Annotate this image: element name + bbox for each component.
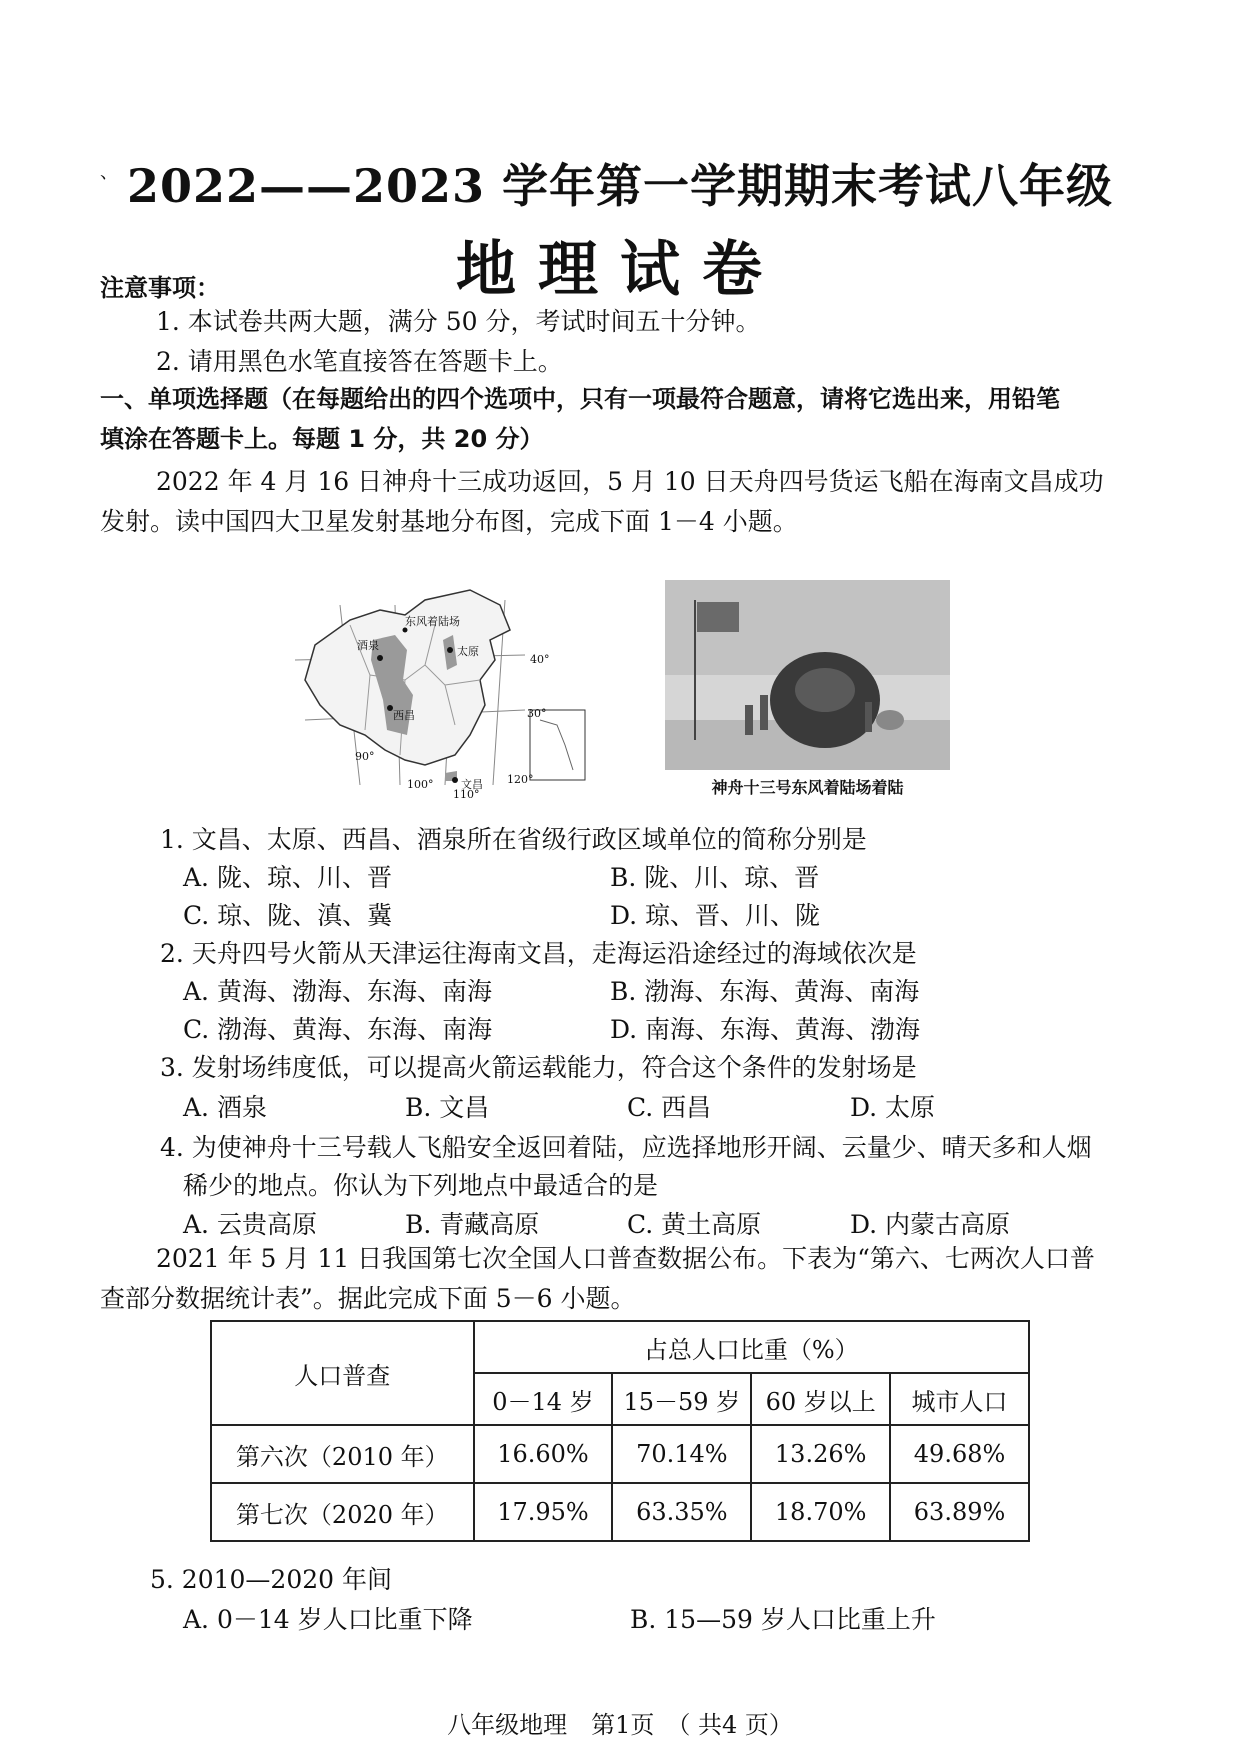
page-footer: 八年级地理 第1页 （ 共4 页）: [447, 1711, 793, 1739]
q1-option-a: A. 陇、琼、川、晋: [183, 863, 392, 892]
cell-2010-60plus: 13.26%: [751, 1425, 890, 1483]
census-table: [210, 1320, 1030, 1542]
q3-option-d: D. 太原: [850, 1093, 936, 1122]
label-lat40: 40°: [530, 653, 550, 666]
cell-2010-15-59: 70.14%: [612, 1425, 751, 1483]
exam-title: 2022——2023 学年第一学期期末考试八年级: [126, 159, 1114, 213]
photo-caption: 神舟十三号东风着陆场着陆: [711, 778, 904, 797]
q1-option-d: D. 琼、晋、川、陇: [610, 901, 821, 930]
landing-photo: [665, 580, 950, 800]
table-col-15-59: 15－59 岁: [612, 1373, 751, 1425]
question-4-stem-line2: 稀少的地点。你认为下列地点中最适合的是: [183, 1171, 659, 1200]
q4-option-a: A. 云贵高原: [183, 1210, 317, 1239]
q5-option-a: A. 0－14 岁人口比重下降: [183, 1605, 473, 1634]
label-lon110: 110°: [453, 788, 480, 801]
table-col-urban: 城市人口: [890, 1373, 1029, 1425]
table-row: [211, 1483, 1029, 1541]
q4-option-d: D. 内蒙古高原: [850, 1210, 1011, 1239]
q1-option-c: C. 琼、陇、滇、冀: [183, 901, 393, 930]
row-label-2010: 第六次（2010 年）: [211, 1425, 474, 1483]
section-heading-line1: 一、单项选择题（在每题给出的四个选项中，只有一项最符合题意，请将它选出来，用铅笔: [100, 385, 1060, 413]
table-row-header: 人口普查: [211, 1321, 474, 1425]
question-4-stem-line1: 4. 为使神舟十三号载人飞船安全返回着陆，应选择地形开阔、云量少、晴天多和人烟: [160, 1133, 1092, 1162]
q3-option-b: B. 文昌: [405, 1093, 490, 1122]
intro1-line2: 发射。读中国四大卫星发射基地分布图，完成下面 1－4 小题。: [100, 507, 798, 536]
cell-2020-60plus: 18.70%: [751, 1483, 890, 1541]
question-3-stem: 3. 发射场纬度低，可以提高火箭运载能力，符合这个条件的发射场是: [160, 1053, 917, 1082]
cell-2010-0-14: 16.60%: [474, 1425, 613, 1483]
cell-2020-0-14: 17.95%: [474, 1483, 613, 1541]
subject-title: 地理试卷: [456, 235, 784, 305]
q2-option-c: C. 渤海、黄海、东海、南海: [183, 1015, 493, 1044]
intro2-line2: 查部分数据统计表”。据此完成下面 5－6 小题。: [100, 1284, 636, 1313]
q5-option-b: B. 15—59 岁人口比重上升: [630, 1605, 936, 1634]
q2-option-d: D. 南海、东海、黄海、渤海: [610, 1015, 921, 1044]
q3-option-c: C. 西昌: [627, 1093, 712, 1122]
notice-heading: 注意事项：: [100, 274, 220, 302]
notice-item-2: 2. 请用黑色水笔直接答在答题卡上。: [156, 347, 563, 376]
table-col-60plus: 60 岁以上: [751, 1373, 890, 1425]
q2-option-a: A. 黄海、渤海、东海、南海: [183, 977, 492, 1006]
q2-option-b: B. 渤海、东海、黄海、南海: [610, 977, 920, 1006]
table-col-0-14: 0－14 岁: [474, 1373, 613, 1425]
label-lon100: 100°: [407, 778, 434, 791]
notice-item-1: 1. 本试卷共两大题，满分 50 分，考试时间五十分钟。: [156, 307, 761, 336]
row-label-2020: 第七次（2020 年）: [211, 1483, 474, 1541]
table-row: [211, 1425, 1029, 1483]
label-dongfeng: 东风着陆场: [405, 615, 460, 628]
cell-2010-urban: 49.68%: [890, 1425, 1029, 1483]
landing-photo-graphic: [665, 580, 950, 770]
section-heading-line2: 填涂在答题卡上。每题 1 分，共 20 分）: [100, 425, 544, 453]
q3-option-a: A. 酒泉: [183, 1093, 267, 1122]
q4-option-c: C. 黄土高原: [627, 1210, 762, 1239]
map-graphic: [295, 585, 655, 800]
table-group-header: 占总人口比重（%）: [474, 1321, 1029, 1373]
corner-mark: 、: [100, 162, 118, 183]
label-lon120: 120°: [507, 773, 534, 786]
q4-option-b: B. 青藏高原: [405, 1210, 540, 1239]
china-launch-map: [295, 585, 655, 800]
cell-2020-urban: 63.89%: [890, 1483, 1029, 1541]
cell-2020-15-59: 63.35%: [612, 1483, 751, 1541]
label-wenchang: 文昌: [461, 778, 483, 791]
label-lat30: 30°: [527, 707, 547, 720]
intro1-line1: 2022 年 4 月 16 日神舟十三成功返回，5 月 10 日天舟四号货运飞船在海南文昌成功: [156, 467, 1104, 496]
question-2-stem: 2. 天舟四号火箭从天津运往海南文昌，走海运沿途经过的海域依次是: [160, 939, 917, 968]
q1-option-b: B. 陇、川、琼、晋: [610, 863, 820, 892]
question-5-stem: 5. 2010—2020 年间: [150, 1565, 392, 1594]
label-taiyuan: 太原: [457, 645, 479, 658]
question-1-stem: 1. 文昌、太原、西昌、酒泉所在省级行政区域单位的简称分别是: [160, 825, 867, 854]
intro2-line1: 2021 年 5 月 11 日我国第七次全国人口普查数据公布。下表为“第六、七两次人口普: [156, 1244, 1095, 1273]
label-jiuquan: 酒泉: [357, 639, 379, 652]
label-lon90: 90°: [355, 750, 375, 763]
label-xichang: 西昌: [393, 709, 415, 722]
